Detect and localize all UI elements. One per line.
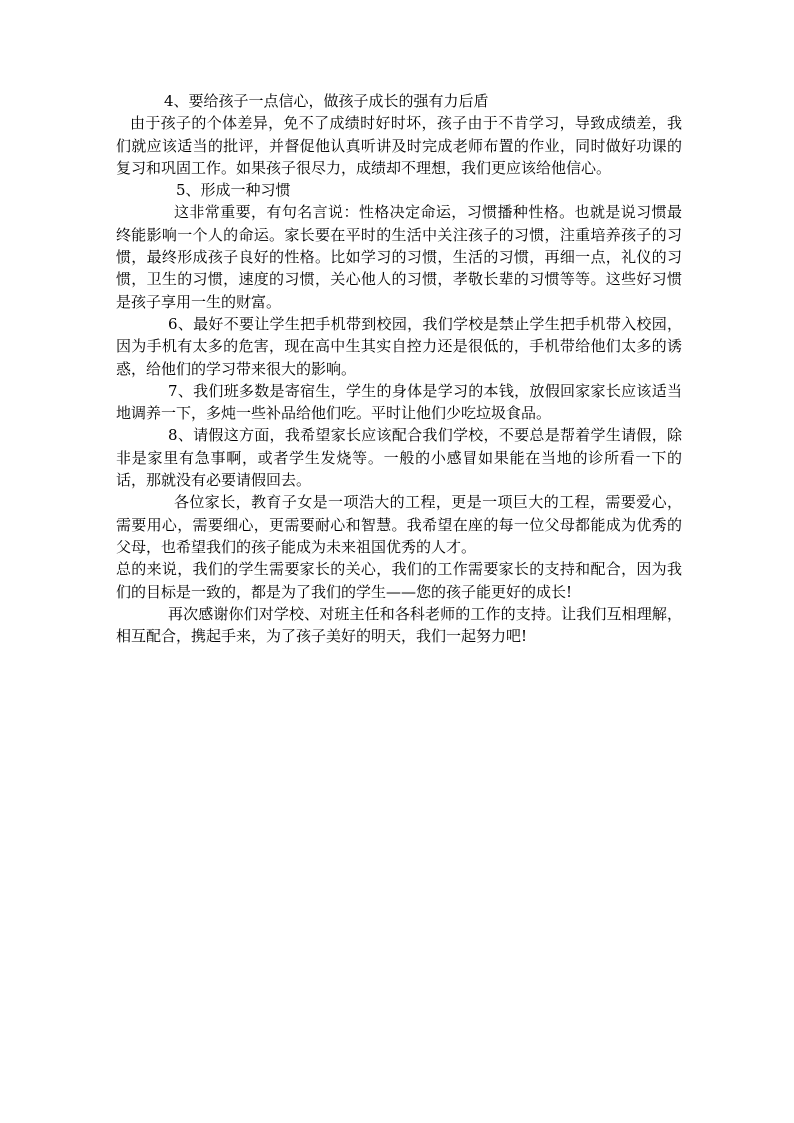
paragraph-boarding: 7、我们班多数是寄宿生，学生的身体是学习的本钱，放假回家家长应该适当地调养一下，多炖一些补品给他们吃。平时让他们少吃垃圾食品。 [116, 381, 682, 423]
section-heading-5: 5、形成一种习惯 [176, 181, 291, 200]
paragraph-thanks: 再次感谢你们对学校、对班主任和各科老师的工作的支持。让我们互相理解，相互配合，携起手来，为了孩子美好的明天，我们一起努力吧! [116, 604, 682, 646]
paragraph-phones: 6、最好不要让学生把手机带到校园，我们学校是禁止学生把手机带入校园，因为手机有太多的危害，现在高中生其实自控力还是很低的，手机带给他们太多的诱惑，给他们的学习带来很大的影响。 [116, 314, 682, 378]
paragraph-leave: 8、请假这方面，我希望家长应该配合我们学校，不要总是帮着学生请假，除非是家里有急事啊，或者学生发烧等。一般的小感冒如果能在当地的诊所看一下的话，那就没有必要请假回去。 [116, 426, 682, 490]
paragraph-summary: 总的来说，我们的学生需要家长的关心，我们的工作需要家长的支持和配合，因为我们的目标是一致的，都是为了我们的学生——您的孩子能更好的成长! [116, 560, 682, 601]
document-page [116, 90, 682, 647]
paragraph-habits: 这非常重要，有句名言说：性格决定命运，习惯播种性格。也就是说习惯最终能影响一个人的命运。家长要在平时的生活中关注孩子的习惯，注重培养孩子的习惯，最终形成孩子良好的性格。比如学习的习惯，生活的习惯，再细一点，礼仪的习惯，卫生的习惯，速度的习惯，关心他人的习惯，孝敬长辈的习惯等等。这些好习惯是孩子享用一生的财富。 [116, 203, 682, 311]
section-heading-4: 4、要给孩子一点信心，做孩子成长的强有力后盾 [164, 92, 489, 110]
paragraph-parents: 各位家长，教育子女是一项浩大的工程，更是一项巨大的工程，需要爱心，需要用心，需要细心，更需要耐心和智慧。我希望在座的每一位父母都能成为优秀的父母，也希望我们的孩子能成为未来祖国优秀的人才。 [116, 493, 682, 556]
paragraph-confidence: 由于孩子的个体差异，免不了成绩时好时坏，孩子由于不肯学习，导致成绩差，我们就应该适当的批评，并督促他认真听讲及时完成老师布置的作业，同时做好功课的复习和巩固工作。如果孩子很尽力，成绩却不理想，我们更应该给他信心。 [116, 114, 682, 177]
